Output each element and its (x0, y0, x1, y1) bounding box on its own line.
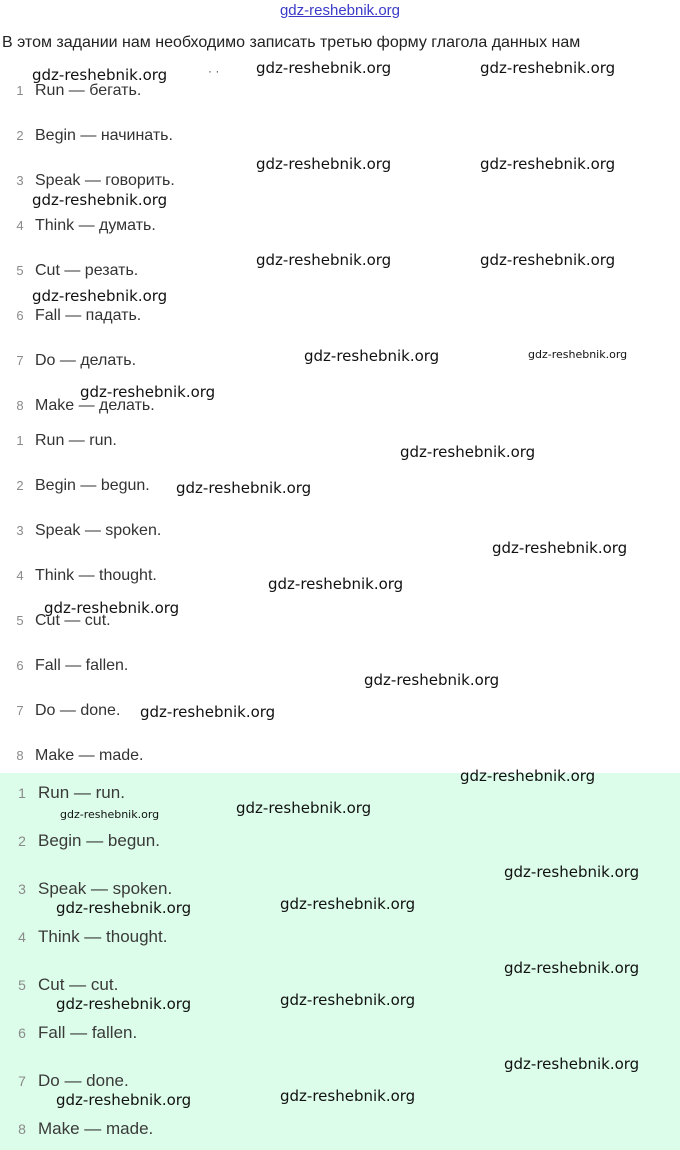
item-text: Think — thought. (38, 927, 168, 946)
watermark: gdz-reshebnik.org (480, 251, 616, 269)
item-text: Think — думать. (35, 217, 156, 234)
item-text: Begin — begun. (38, 831, 160, 850)
decorative-dots: · · (208, 64, 220, 78)
item-number: 8 (18, 1121, 26, 1137)
watermark: gdz-reshebnik.org (60, 808, 160, 821)
item-text: Think — thought. (35, 567, 157, 584)
item-text: Run — run. (35, 432, 117, 449)
item-number: 5 (18, 977, 26, 993)
item-number: 8 (16, 748, 24, 763)
watermark: gdz-reshebnik.org (256, 251, 392, 269)
watermark: gdz-reshebnik.org (256, 155, 392, 173)
watermark: gdz-reshebnik.org (280, 991, 416, 1009)
watermark: gdz-reshebnik.org (504, 1055, 640, 1073)
list-item (0, 1118, 680, 1148)
list-item (0, 475, 680, 505)
item-text: Do — done. (38, 1071, 129, 1090)
list-item (0, 1022, 680, 1052)
watermark: gdz-reshebnik.org (304, 347, 440, 365)
item-text: Begin — begun. (35, 477, 150, 494)
item-number: 7 (16, 353, 24, 368)
intro-text: В этом задании нам необходимо записать третью форму глагола данных нам (2, 34, 581, 51)
item-number: 5 (16, 613, 24, 628)
watermark: gdz-reshebnik.org (400, 443, 536, 461)
watermark: gdz-reshebnik.org (140, 703, 276, 721)
list-item (0, 215, 680, 245)
list-item (0, 125, 680, 155)
watermark: gdz-reshebnik.org (56, 899, 192, 917)
item-text: Make — делать. (35, 397, 155, 414)
watermark: gdz-reshebnik.org (32, 287, 168, 305)
site-link[interactable]: gdz-reshebnik.org (279, 2, 401, 19)
list-item (0, 700, 680, 730)
item-text: Make — made. (38, 1119, 154, 1138)
item-number: 4 (18, 929, 26, 945)
item-text: Do — done. (35, 702, 121, 719)
item-number: 3 (16, 173, 24, 188)
item-number: 6 (18, 1025, 26, 1041)
watermark: gdz-reshebnik.org (364, 671, 500, 689)
list-item (0, 430, 680, 460)
item-text: Fall — fallen. (38, 1023, 138, 1042)
list-item (0, 655, 680, 685)
item-number: 1 (18, 785, 26, 801)
watermark: gdz-reshebnik.org (236, 799, 372, 817)
watermark: gdz-reshebnik.org (176, 479, 312, 497)
item-text: Begin — начинать. (35, 127, 173, 144)
item-text: Do — делать. (35, 352, 137, 369)
watermark: gdz-reshebnik.org (504, 863, 640, 881)
watermark: gdz-reshebnik.org (504, 959, 640, 977)
watermark: gdz-reshebnik.org (460, 767, 596, 785)
item-number: 2 (16, 478, 24, 493)
item-text: Run — run. (38, 783, 125, 802)
watermark: gdz-reshebnik.org (56, 1091, 192, 1109)
item-text: Run — бегать. (35, 82, 142, 99)
watermark: gdz-reshebnik.org (44, 599, 180, 617)
watermark: gdz-reshebnik.org (480, 59, 616, 77)
list-item (0, 80, 680, 110)
item-number: 2 (18, 833, 26, 849)
item-number: 3 (18, 881, 26, 897)
item-number: 1 (16, 83, 24, 98)
item-number: 6 (16, 658, 24, 673)
item-text: Speak — spoken. (35, 522, 162, 539)
item-text: Cut — cut. (35, 612, 111, 629)
item-text: Speak — говорить. (35, 172, 175, 189)
item-number: 7 (16, 703, 24, 718)
watermark: gdz-reshebnik.org (492, 539, 628, 557)
watermark: gdz-reshebnik.org (32, 66, 168, 84)
item-text: Cut — cut. (38, 975, 119, 994)
item-number: 3 (16, 523, 24, 538)
list-item (0, 305, 680, 335)
item-number: 4 (16, 568, 24, 583)
watermark: gdz-reshebnik.org (56, 995, 192, 1013)
item-number: 1 (16, 433, 24, 448)
item-text: Make — made. (35, 747, 144, 764)
item-number: 4 (16, 218, 24, 233)
item-text: Fall — fallen. (35, 657, 129, 674)
watermark: gdz-reshebnik.org (80, 383, 216, 401)
item-number: 5 (16, 263, 24, 278)
item-number: 6 (16, 308, 24, 323)
item-number: 8 (16, 398, 24, 413)
watermark: gdz-reshebnik.org (480, 155, 616, 173)
watermark: gdz-reshebnik.org (32, 191, 168, 209)
list-item (0, 926, 680, 956)
watermark: gdz-reshebnik.org (268, 575, 404, 593)
item-text: Speak — spoken. (38, 879, 173, 898)
item-text: Cut — резать. (35, 262, 139, 279)
item-number: 2 (16, 128, 24, 143)
watermark: gdz-reshebnik.org (280, 1087, 416, 1105)
watermark: gdz-reshebnik.org (528, 348, 628, 361)
list-item (0, 830, 680, 860)
item-text: Fall — падать. (35, 307, 142, 324)
item-number: 7 (18, 1073, 26, 1089)
watermark: gdz-reshebnik.org (256, 59, 392, 77)
watermark: gdz-reshebnik.org (280, 895, 416, 913)
